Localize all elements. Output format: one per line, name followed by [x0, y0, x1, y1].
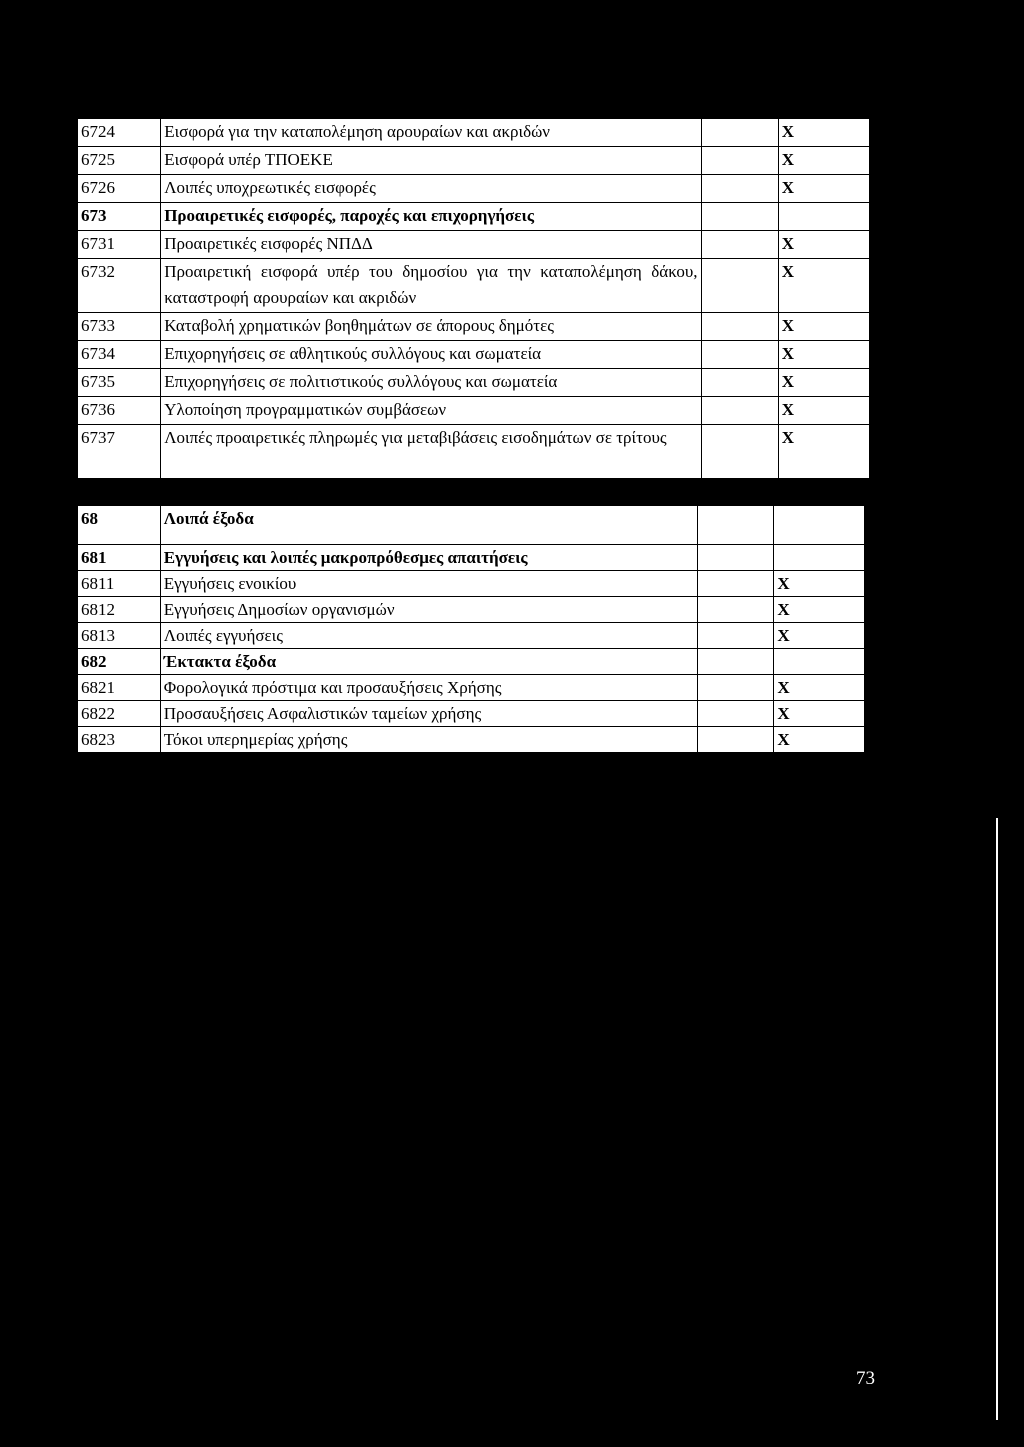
empty-cell: [701, 341, 778, 369]
empty-cell: [701, 119, 778, 147]
description-cell: Φορολογικά πρόστιμα και προσαυξήσεις Χρήσης: [160, 675, 697, 701]
code-cell: 6734: [78, 341, 161, 369]
table-row-heading: [78, 545, 865, 571]
code-cell: 682: [78, 649, 161, 675]
empty-cell: [701, 259, 778, 313]
table-row: [78, 231, 870, 259]
description-cell: Καταβολή χρηματικών βοηθημάτων σε άπορους δημότες: [161, 313, 701, 341]
description-cell: Υλοποίηση προγραμματικών συμβάσεων: [161, 397, 701, 425]
table-row: [78, 727, 865, 753]
code-cell: 6731: [78, 231, 161, 259]
code-cell: 6726: [78, 175, 161, 203]
mark-cell: Χ: [774, 623, 865, 649]
code-cell: 6724: [78, 119, 161, 147]
table-row: [78, 313, 870, 341]
mark-cell: Χ: [778, 425, 869, 479]
mark-cell: Χ: [778, 341, 869, 369]
table-row: [78, 425, 870, 479]
empty-cell: [701, 175, 778, 203]
empty-cell: [701, 397, 778, 425]
table-row: [78, 701, 865, 727]
code-cell: 6811: [78, 571, 161, 597]
description-cell: Λοιπές υποχρεωτικές εισφορές: [161, 175, 701, 203]
code-cell: 6732: [78, 259, 161, 313]
table-row: [78, 119, 870, 147]
table-row: [78, 175, 870, 203]
table-row: [78, 341, 870, 369]
table-row: [78, 147, 870, 175]
table-row-heading: [78, 649, 865, 675]
code-cell: 6725: [78, 147, 161, 175]
empty-cell: [701, 203, 778, 231]
empty-cell: [701, 369, 778, 397]
code-cell: 6735: [78, 369, 161, 397]
description-cell: Εισφορά υπέρ ΤΠΟΕΚΕ: [161, 147, 701, 175]
description-cell: Επιχορηγήσεις σε αθλητικούς συλλόγους και σωματεία: [161, 341, 701, 369]
mark-cell: Χ: [774, 727, 865, 753]
mark-cell: Χ: [778, 147, 869, 175]
empty-cell: [697, 506, 774, 545]
code-cell: 673: [78, 203, 161, 231]
description-cell: Έκτακτα έξοδα: [160, 649, 697, 675]
description-cell: Προαιρετική εισφορά υπέρ του δημοσίου για την καταπολέμηση δάκου, καταστροφή αρουραίων και ακριδών: [161, 259, 701, 313]
empty-cell: [697, 597, 774, 623]
mark-cell: Χ: [778, 175, 869, 203]
description-cell: Προσαυξήσεις Ασφαλιστικών ταμείων χρήσης: [160, 701, 697, 727]
empty-cell: [697, 545, 774, 571]
mark-cell: Χ: [778, 369, 869, 397]
code-cell: 6813: [78, 623, 161, 649]
description-cell: Λοιπές εγγυήσεις: [160, 623, 697, 649]
mark-cell: [774, 649, 865, 675]
code-cell: 6823: [78, 727, 161, 753]
mark-cell: Χ: [778, 259, 869, 313]
empty-cell: [697, 623, 774, 649]
code-cell: 6737: [78, 425, 161, 479]
table-row-heading: [78, 506, 865, 545]
table-row: [78, 259, 870, 313]
empty-cell: [701, 231, 778, 259]
description-cell: Εγγυήσεις και λοιπές μακροπρόθεσμες απαιτήσεις: [160, 545, 697, 571]
description-cell: Επιχορηγήσεις σε πολιτιστικούς συλλόγους και σωματεία: [161, 369, 701, 397]
empty-cell: [697, 571, 774, 597]
table-row: [78, 675, 865, 701]
mark-cell: [774, 506, 865, 545]
description-cell: Λοιπές προαιρετικές πληρωμές για μεταβιβάσεις εισοδημάτων σε τρίτους: [161, 425, 701, 479]
mark-cell: [778, 203, 869, 231]
description-cell: Προαιρετικές εισφορές ΝΠΔΔ: [161, 231, 701, 259]
empty-cell: [697, 727, 774, 753]
table-row-heading: [78, 203, 870, 231]
expense-codes-table-bottom: [77, 505, 865, 753]
mark-cell: Χ: [778, 231, 869, 259]
code-cell: 681: [78, 545, 161, 571]
code-cell: 6733: [78, 313, 161, 341]
mark-cell: Χ: [778, 119, 869, 147]
table-row: [78, 623, 865, 649]
mark-cell: Χ: [778, 397, 869, 425]
mark-cell: Χ: [774, 597, 865, 623]
code-cell: 68: [78, 506, 161, 545]
description-cell: Λοιπά έξοδα: [160, 506, 697, 545]
expense-codes-table-top: [77, 118, 870, 479]
empty-cell: [697, 675, 774, 701]
empty-cell: [697, 649, 774, 675]
mark-cell: Χ: [774, 675, 865, 701]
mark-cell: Χ: [774, 701, 865, 727]
description-cell: Τόκοι υπερημερίας χρήσης: [160, 727, 697, 753]
page-number: 73: [856, 1368, 875, 1389]
code-cell: 6821: [78, 675, 161, 701]
description-cell: Προαιρετικές εισφορές, παροχές και επιχορηγήσεις: [161, 203, 701, 231]
scan-edge-line: [996, 818, 998, 1420]
description-cell: Εγγυήσεις Δημοσίων οργανισμών: [160, 597, 697, 623]
code-cell: 6736: [78, 397, 161, 425]
description-cell: Εισφορά για την καταπολέμηση αρουραίων και ακριδών: [161, 119, 701, 147]
table-row: [78, 397, 870, 425]
mark-cell: [774, 545, 865, 571]
empty-cell: [701, 147, 778, 175]
table-row: [78, 597, 865, 623]
table-row: [78, 369, 870, 397]
description-cell: Εγγυήσεις ενοικίου: [160, 571, 697, 597]
code-cell: 6812: [78, 597, 161, 623]
empty-cell: [701, 313, 778, 341]
code-cell: 6822: [78, 701, 161, 727]
empty-cell: [701, 425, 778, 479]
empty-cell: [697, 701, 774, 727]
mark-cell: Χ: [778, 313, 869, 341]
mark-cell: Χ: [774, 571, 865, 597]
table-row: [78, 571, 865, 597]
